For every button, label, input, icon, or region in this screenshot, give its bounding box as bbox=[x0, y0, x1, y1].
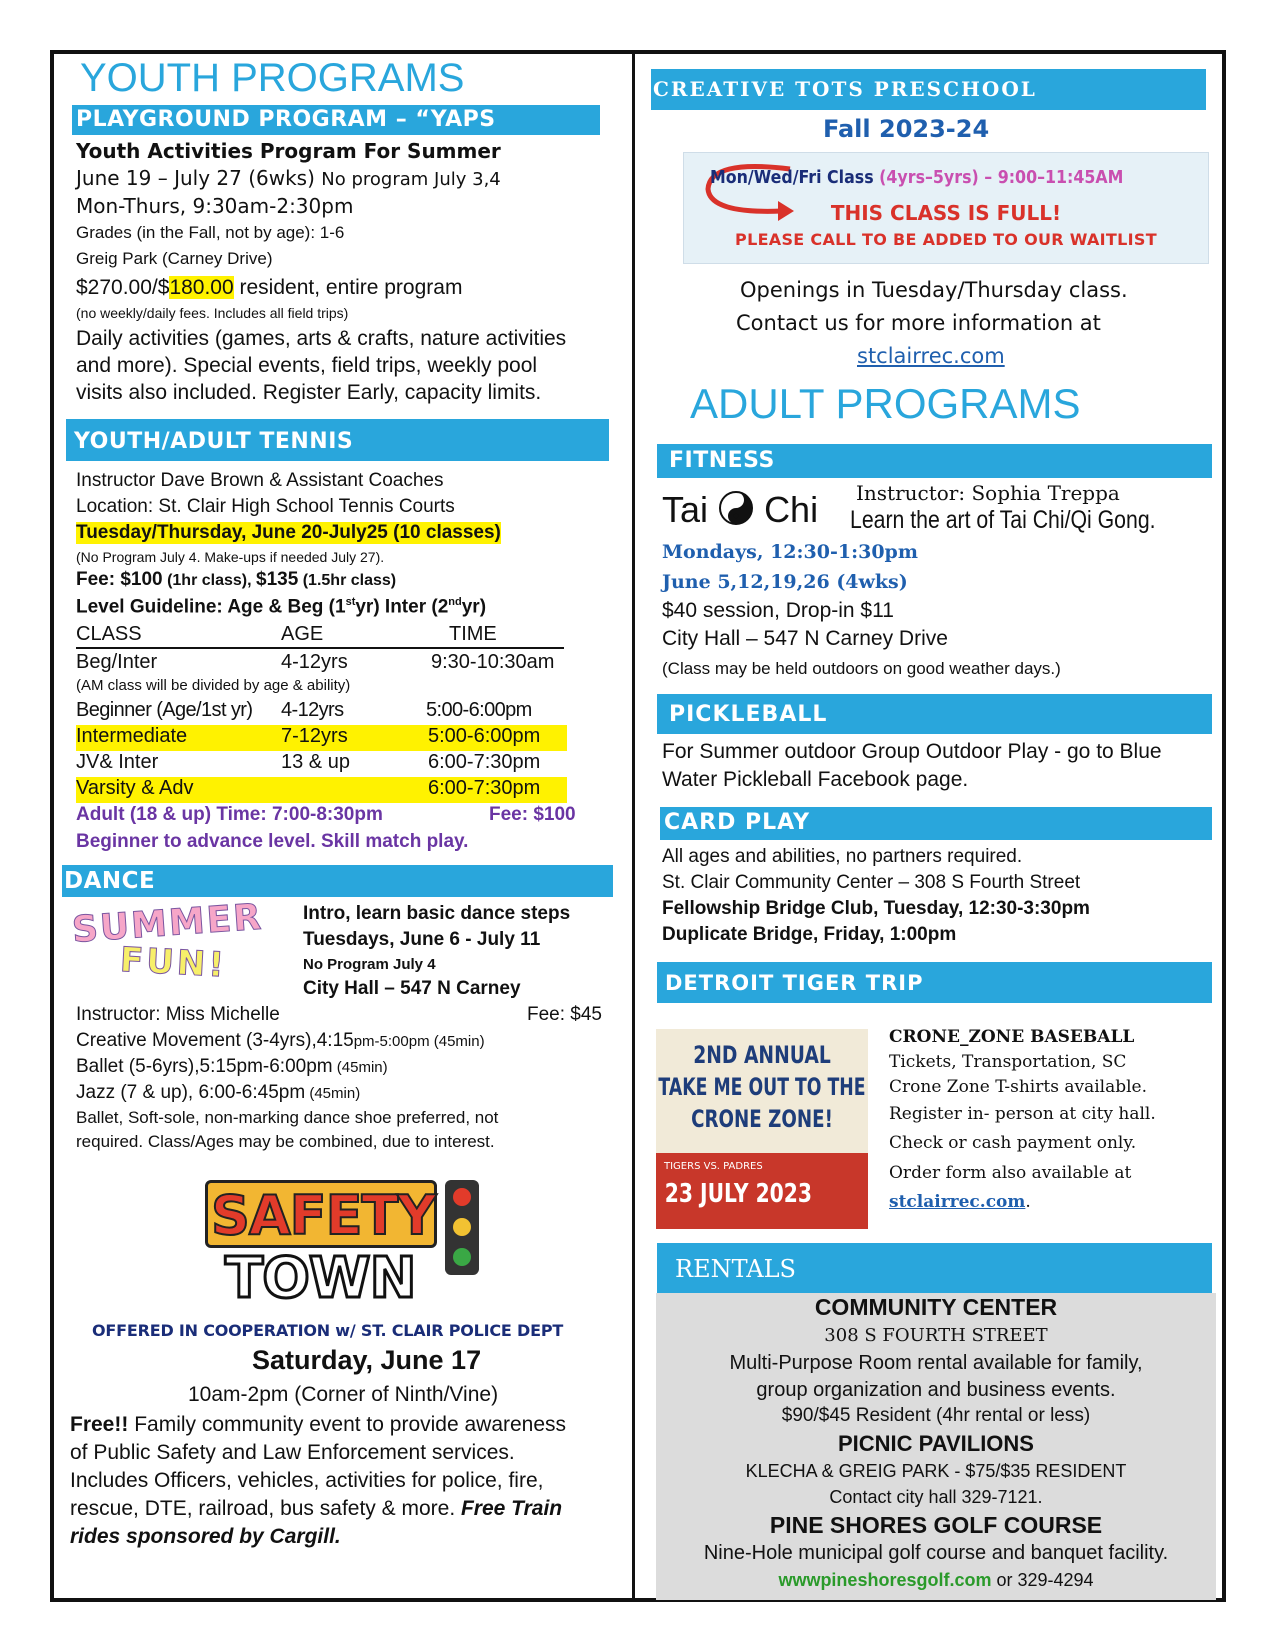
row-time: 6:00-7:30pm bbox=[428, 751, 541, 773]
tots-waitlist: PLEASE CALL TO BE ADDED TO OUR WAITLIST bbox=[735, 230, 1157, 249]
row-class: Intermediate bbox=[76, 725, 188, 747]
cc-address: 308 S FOURTH STREET bbox=[824, 1325, 1048, 1346]
tiger-period: . bbox=[1025, 1192, 1031, 1212]
traffic-light-icon bbox=[445, 1180, 479, 1275]
table-row bbox=[76, 725, 567, 751]
tennis-no-program: (No Program July 4. Make-ups if needed July 27). bbox=[76, 549, 385, 565]
taichi-tai: Tai bbox=[662, 489, 709, 530]
header-time: TIME bbox=[449, 623, 497, 645]
yaps-dates: June 19 – July 27 (6wks) bbox=[76, 166, 315, 190]
tennis-am-note: (AM class will be divided by age & ability) bbox=[76, 677, 351, 694]
dance-jazz bbox=[76, 1082, 360, 1104]
column-divider bbox=[632, 54, 635, 1598]
golf-phone: or 329-4294 bbox=[991, 1570, 1094, 1590]
row-class: Beg/Inter bbox=[76, 651, 158, 673]
yaps-desc-3: visits also included. Register Early, capacity limits. bbox=[76, 381, 542, 404]
tennis-level-b: yr) Inter (2 bbox=[355, 596, 449, 618]
safety-desc-2: of Public Safety and Law Enforcement services. bbox=[70, 1441, 515, 1464]
crone-date: 23 JULY 2023 bbox=[664, 1179, 813, 1209]
safety-coop: OFFERED IN COOPERATION w/ ST. CLAIR POLICE DEPT bbox=[92, 1321, 564, 1340]
tots-full-banner bbox=[683, 152, 1209, 264]
row-age: 4-12yrs bbox=[281, 699, 344, 721]
row-age: 13 & up bbox=[281, 751, 350, 773]
creative-tots-bar: CREATIVE TOTS PRESCHOOL bbox=[651, 69, 1206, 110]
fitness-note: (Class may be held outdoors on good weather days.) bbox=[662, 659, 1061, 678]
crone-l2: TAKE ME OUT TO THE bbox=[658, 1073, 866, 1101]
safety-desc-3: Includes Officers, vehicles, activities for police, fire, bbox=[70, 1469, 544, 1492]
safety-desc-5: rides sponsored by Cargill. bbox=[70, 1525, 341, 1548]
crone-zone-poster bbox=[656, 1029, 868, 1229]
tennis-level-nd: nd bbox=[448, 596, 462, 608]
safety-desc-1-text: Family community event to provide awareness bbox=[128, 1413, 567, 1436]
safety-date: Saturday, June 17 bbox=[252, 1345, 482, 1375]
safety-logo-bottom: TOWN bbox=[225, 1246, 416, 1311]
crone-vs: TIGERS VS. PADRES bbox=[664, 1161, 763, 1172]
row-time: 5:00-6:00pm bbox=[426, 699, 532, 721]
golf-link[interactable]: wwwpineshoresgolf.com bbox=[778, 1570, 992, 1590]
tennis-fee bbox=[76, 569, 396, 591]
pickleball-bar: PICKLEBALL bbox=[657, 694, 1212, 734]
tiger-line-3: Register in- person at city hall. bbox=[889, 1104, 1156, 1124]
tots-term: Fall 2023-24 bbox=[823, 115, 990, 143]
tennis-adult-time: Adult (18 & up) Time: 7:00-8:30pm bbox=[76, 804, 383, 825]
dance-jazz-b: (45min) bbox=[305, 1085, 361, 1102]
tennis-level-a: Level Guideline: Age & Beg (1 bbox=[76, 596, 346, 618]
tiger-link[interactable]: stclairrec.com bbox=[889, 1192, 1026, 1212]
crone-l1: 2ND ANNUAL bbox=[693, 1041, 831, 1069]
tennis-dates: Tuesday/Thursday, June 20-July25 (10 classes) bbox=[76, 522, 501, 543]
safety-free: Free!! bbox=[70, 1413, 129, 1436]
dance-location: City Hall – 547 N Carney bbox=[303, 978, 521, 999]
header-class: CLASS bbox=[76, 623, 142, 645]
tiger-line-4: Check or cash payment only. bbox=[889, 1133, 1137, 1153]
dance-note-1: Ballet, Soft-sole, non-marking dance shoe preferred, not bbox=[76, 1108, 499, 1127]
tennis-instructor: Instructor Dave Brown & Assistant Coaches bbox=[76, 470, 444, 491]
taichi-chi: Chi bbox=[764, 489, 819, 530]
yaps-price bbox=[76, 276, 462, 300]
tennis-level-st: st bbox=[345, 596, 356, 608]
yaps-days: Mon-Thurs, 9:30am-2:30pm bbox=[76, 194, 354, 218]
row-class: JV& Inter bbox=[76, 751, 159, 773]
tots-link[interactable]: stclairrec.com bbox=[857, 344, 1005, 368]
tennis-fee-15hr-price: $135 bbox=[256, 569, 299, 590]
cc-line-3: $90/$45 Resident (4hr rental or less) bbox=[781, 1405, 1091, 1426]
tots-full: THIS CLASS IS FULL! bbox=[830, 201, 1062, 225]
row-age: 7-12yrs bbox=[281, 725, 348, 747]
yaps-desc-1: Daily activities (games, arts & crafts, nature activities bbox=[76, 327, 567, 350]
card-line-1: All ages and abilities, no partners required. bbox=[662, 846, 1023, 867]
golf-title: PINE SHORES GOLF COURSE bbox=[769, 1512, 1103, 1538]
row-time: 6:00-7:30pm bbox=[428, 777, 541, 799]
row-age: 4-12yrs bbox=[281, 651, 348, 673]
row-class: Varsity & Adv bbox=[76, 777, 194, 799]
fitness-days: Mondays, 12:30-1:30pm bbox=[662, 541, 918, 563]
summer-fun-top: SUMMER bbox=[70, 896, 265, 951]
yaps-grades: Grades (in the Fall, not by age): 1-6 bbox=[76, 223, 345, 242]
tiger-title: CRONE_ZONE BASEBALL bbox=[889, 1027, 1135, 1047]
adult-programs-title: ADULT PROGRAMS bbox=[690, 380, 1081, 427]
rentals-bar: RENTALS bbox=[657, 1243, 1212, 1293]
tennis-fee-15hr-label: (1.5hr class) bbox=[298, 572, 397, 589]
tennis-level-c: yr) bbox=[461, 596, 487, 618]
taichi-logo bbox=[662, 489, 818, 531]
tiger-link-line bbox=[889, 1192, 1031, 1212]
golf-line-1: Nine-Hole municipal golf course and banquet facility. bbox=[703, 1542, 1169, 1564]
tots-class-line bbox=[710, 167, 1123, 188]
tennis-level bbox=[76, 596, 486, 618]
dance-fee: Fee: $45 bbox=[527, 1004, 602, 1025]
youth-programs-title: YOUTH PROGRAMS bbox=[80, 56, 465, 100]
yaps-subtitle: Youth Activities Program For Summer bbox=[76, 139, 501, 163]
yaps-location: Greig Park (Carney Drive) bbox=[76, 249, 273, 268]
tennis-adult-level: Beginner to advance level. Skill match play. bbox=[76, 831, 469, 852]
tots-openings: Openings in Tuesday/Thursday class. bbox=[740, 278, 1128, 302]
table-row bbox=[76, 751, 576, 777]
dance-jazz-a: Jazz (7 & up), 6:00-6:45pm bbox=[76, 1082, 306, 1103]
table-row bbox=[76, 651, 576, 677]
crone-date-panel bbox=[656, 1153, 868, 1229]
pickleball-line-2: Water Pickleball Facebook page. bbox=[662, 768, 969, 791]
safety-free-train: Free Train bbox=[460, 1497, 563, 1520]
row-time: 5:00-6:00pm bbox=[428, 725, 541, 747]
tiger-line-2: Crone Zone T-shirts available. bbox=[889, 1077, 1147, 1097]
card-line-2: St. Clair Community Center – 308 S Fourth Street bbox=[662, 872, 1081, 893]
tennis-bar: YOUTH/ADULT TENNIS bbox=[66, 419, 609, 461]
dance-ballet bbox=[76, 1056, 388, 1078]
card-line-4: Duplicate Bridge, Friday, 1:00pm bbox=[662, 924, 957, 945]
yaps-desc-2: and more). Special events, field trips, weekly pool bbox=[76, 354, 538, 377]
dance-instructor: Instructor: Miss Michelle bbox=[76, 1004, 280, 1025]
safety-town-logo bbox=[205, 1180, 485, 1312]
dance-no-program: No Program July 4 bbox=[303, 956, 436, 973]
tots-contact: Contact us for more information at bbox=[736, 311, 1101, 335]
tennis-adult-fee: Fee: $100 bbox=[489, 804, 576, 825]
tennis-fee-1hr-price: Fee: $100 bbox=[76, 569, 163, 590]
dance-ballet-a: Ballet (5-6yrs),5:15pm-6:00pm bbox=[76, 1056, 333, 1077]
safety-time: 10am-2pm (Corner of Ninth/Vine) bbox=[188, 1383, 499, 1406]
fitness-dates: June 5,12,19,26 (4wks) bbox=[662, 571, 908, 593]
card-line-3: Fellowship Bridge Club, Tuesday, 12:30-3:30pm bbox=[662, 898, 1090, 919]
dance-dates: Tuesdays, June 6 - July 11 bbox=[303, 929, 541, 950]
yaps-price-highlight: 180.00 bbox=[169, 276, 234, 299]
cc-line-1: Multi-Purpose Room rental available for family, bbox=[729, 1352, 1143, 1374]
fitness-learn: Learn the art of Tai Chi/Qi Gong. bbox=[850, 506, 1156, 534]
summer-fun-art bbox=[70, 896, 272, 998]
crone-l3: CRONE ZONE! bbox=[691, 1105, 833, 1133]
tennis-fee-1hr-label: (1hr class), bbox=[162, 572, 256, 589]
table-row bbox=[76, 699, 576, 725]
yaps-dates-line bbox=[76, 166, 501, 190]
yaps-price-b: resident, entire program bbox=[233, 276, 463, 299]
picnic-title: PICNIC PAVILIONS bbox=[838, 1431, 1034, 1456]
picnic-line-2: Contact city hall 329-7121. bbox=[829, 1487, 1043, 1507]
fitness-location: City Hall – 547 N Carney Drive bbox=[662, 627, 948, 650]
tiger-line-5: Order form also available at bbox=[889, 1163, 1132, 1183]
row-class: Beginner (Age/1st yr) bbox=[76, 699, 253, 721]
cc-title: COMMUNITY CENTER bbox=[814, 1294, 1058, 1320]
dance-ballet-b: (45min) bbox=[332, 1059, 388, 1076]
yaps-price-a: $270.00/$ bbox=[76, 276, 170, 299]
yaps-no-program: No program July 3,4 bbox=[321, 169, 501, 190]
playground-program-bar: PLAYGROUND PROGRAM – “YAPS bbox=[72, 105, 600, 135]
tennis-table-header bbox=[76, 623, 564, 649]
dance-bar: DANCE bbox=[62, 865, 613, 897]
dance-creative-a: Creative Movement (3-4yrs),4:15 bbox=[76, 1030, 354, 1051]
tots-class-days: Mon/Wed/Fri Class bbox=[710, 167, 880, 188]
card-play-bar: CARD PLAY bbox=[660, 807, 1212, 840]
dance-creative bbox=[76, 1030, 485, 1052]
golf-contact bbox=[656, 1570, 1216, 1591]
safety-desc-4 bbox=[70, 1497, 562, 1521]
picnic-line-1: KLECHA & GREIG PARK - $75/$35 RESIDENT bbox=[745, 1461, 1127, 1481]
safety-desc-1 bbox=[70, 1413, 566, 1437]
fitness-price: $40 session, Drop-in $11 bbox=[662, 599, 894, 622]
safety-logo-top: SAFETY bbox=[211, 1184, 436, 1247]
fitness-bar: FITNESS bbox=[657, 444, 1212, 478]
header-age: AGE bbox=[281, 623, 324, 645]
fitness-instructor: Instructor: Sophia Treppa bbox=[856, 481, 1120, 505]
yaps-fees-note: (no weekly/daily fees. Includes all field trips) bbox=[76, 305, 349, 321]
tots-class-ages-time: (4yrs–5yrs) – 9:00–11:45AM bbox=[879, 167, 1124, 188]
tiger-line-1: Tickets, Transportation, SC bbox=[889, 1052, 1127, 1072]
yin-yang-icon bbox=[718, 490, 754, 526]
dance-creative-b: pm-5:00pm (45min) bbox=[353, 1033, 485, 1050]
table-row bbox=[76, 777, 567, 803]
cc-line-2: group organization and business events. bbox=[756, 1379, 1116, 1401]
row-time: 9:30-10:30am bbox=[431, 651, 555, 673]
dance-note-2: required. Class/Ages may be combined, due to interest. bbox=[76, 1132, 495, 1151]
safety-desc-4-text: rescue, DTE, railroad, bus safety & more. bbox=[70, 1497, 461, 1520]
tiger-trip-bar: DETROIT TIGER TRIP bbox=[657, 962, 1212, 1003]
dance-intro: Intro, learn basic dance steps bbox=[303, 903, 571, 924]
pickleball-line-1: For Summer outdoor Group Outdoor Play - go to Blue bbox=[662, 740, 1162, 763]
summer-fun-bottom: FUN! bbox=[119, 940, 228, 986]
tennis-location: Location: St. Clair High School Tennis Courts bbox=[76, 496, 455, 517]
